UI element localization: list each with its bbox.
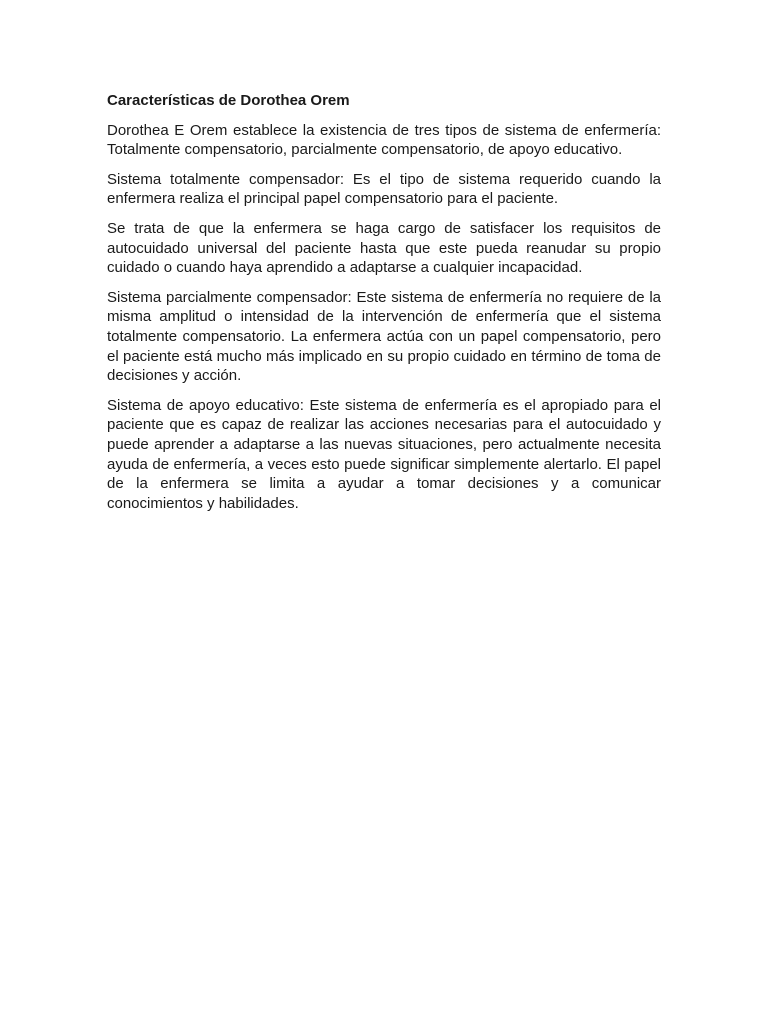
document-title: Características de Dorothea Orem	[107, 92, 350, 109]
paragraph-partially-compensatory: Sistema parcialmente compensador: Este sistema de enfermería no requiere de la misma amplitud o intensidad de la intervención de enfermería que el sistema totalmente compensatorio. La enfermera actúa con un papel compensatorio, pero el paciente está mucho más implicado en su propio cuidado en término de toma de decisiones y acción.	[107, 288, 661, 385]
document-body	[107, 91, 661, 523]
paragraph-educational-support: Sistema de apoyo educativo: Este sistema de enfermería es el apropiado para el paciente que es capaz de realizar las acciones necesarias para el autocuidado y puede aprender a adaptarse a las nuevas situaciones, pero actualmente necesita ayuda de enfermería, a veces esto puede significar simplemente alertarlo. El papel de la enfermera se limita a ayudar a tomar decisiones y a comunicar conocimientos y habilidades.	[107, 396, 661, 512]
paragraph-totally-compensatory: Sistema totalmente compensador: Es el tipo de sistema requerido cuando la enfermera realiza el principal papel compensatorio para el paciente.	[107, 170, 661, 208]
paragraph-nurse-role: Se trata de que la enfermera se haga cargo de satisfacer los requisitos de autocuidado universal del paciente hasta que este pueda reanudar su propio cuidado o cuando haya aprendido a adaptarse a cualquier incapacidad.	[107, 219, 661, 277]
paragraph-intro: Dorothea E Orem establece la existencia de tres tipos de sistema de enfermería: Totalmente compensatorio, parcialmente compensatorio, de apoyo educativo.	[107, 121, 661, 159]
